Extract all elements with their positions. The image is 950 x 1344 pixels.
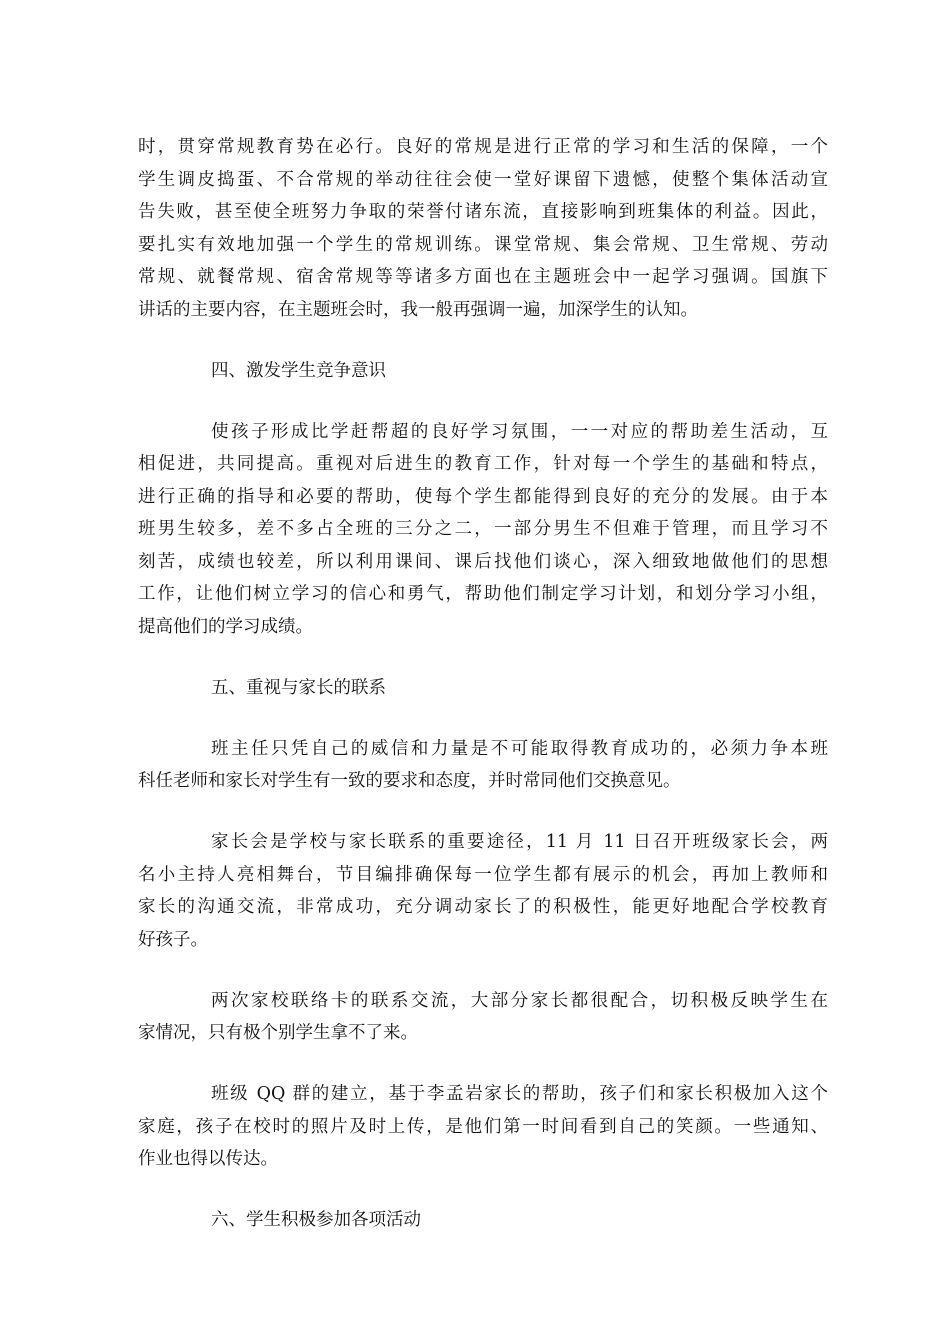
text-line: 名小主持人亮相舞台，节目编排确保每一位学生都有展示的机会，再加上教师和	[138, 864, 828, 885]
heading-text: 五、重视与家长的联系	[211, 677, 386, 698]
text-line: 学生调皮捣蛋、不合常规的举动往往会使一堂好课留下遗憾，使整个集体活动宣	[138, 169, 828, 190]
text-line: 班男生较多，差不多占全班的三分之二，一部分男生不但难于管理，而且学习不	[138, 519, 828, 539]
text-line: 进行正确的指导和必要的帮助，使每个学生都能得到良好的充分的发展。由于本	[138, 486, 828, 507]
text-line: 讲话的主要内容，在主题班会时，我一般再强调一遍，加深学生的认知。	[138, 299, 698, 320]
text-line: 家情况，只有极个别学生拿不了来。	[138, 1023, 418, 1043]
document-body	[138, 131, 828, 1237]
text-line: 科任老师和家长对学生有一致的要求和态度，并时常同他们交换意见。	[138, 771, 681, 791]
text-line: 工作，让他们树立学习的信心和勇气，帮助他们制定学习计划，和划分学习小组，	[138, 584, 828, 604]
text-line: 时，贯穿常规教育势在必行。良好的常规是进行正常的学习和生活的保障，一个	[138, 137, 828, 157]
text-line: 家长的沟通交流，非常成功，充分调动家长了的积极性，能更好地配合学校教育	[138, 897, 828, 917]
text-line: 班级 QQ 群的建立，基于李孟岩家长的帮助，孩子们和家长积极加入这个	[211, 1084, 828, 1104]
text-line: 相促进，共同提高。重视对后进生的教育工作，针对每一个学生的基础和特点，	[138, 454, 828, 474]
text-line: 作业也得以传达。	[138, 1149, 278, 1169]
text-line: 刻苦，成绩也较差，所以利用课间、课后找他们谈心，深入细致地做他们的思想	[138, 551, 828, 572]
section-heading-4	[138, 355, 828, 388]
text-line: 好孩子。	[138, 929, 208, 950]
text-line: 要扎实有效地加强一个学生的常规训练。课堂常规、集会常规、卫生常规、劳动	[138, 234, 828, 255]
text-line: 常规、就餐常规、宿舍常规等等诸多方面也在主题班会中一起学习强调。国旗下	[138, 267, 828, 287]
text-line: 家长会是学校与家长联系的重要途径，11 月 11 日召开班级家长会，两	[211, 832, 828, 852]
section-heading-5	[138, 672, 828, 705]
section-heading-6	[138, 1204, 828, 1237]
paragraph-parent-meeting	[138, 826, 828, 956]
text-line: 两次家校联络卡的联系交流，大部分家长都很配合，切积极反映学生在	[211, 990, 828, 1011]
paragraph-qq-group	[138, 1078, 828, 1176]
paragraph-contact-card	[138, 985, 828, 1050]
paragraph-routine-education	[138, 131, 828, 326]
text-line: 使孩子形成比学赶帮超的良好学习氛围，一一对应的帮助差生活动，互	[211, 421, 828, 442]
paragraph-teacher-parents	[138, 733, 828, 798]
paragraph-competition	[138, 416, 828, 644]
text-line: 班主任只凭自己的威信和力量是不可能取得教育成功的，必须力争本班	[211, 738, 828, 759]
text-line: 家庭，孩子在校时的照片及时上传，是他们第一时间看到自己的笑颜。一些通知、	[138, 1116, 828, 1137]
text-line: 提高他们的学习成绩。	[138, 616, 313, 637]
heading-text: 四、激发学生竞争意识	[211, 360, 386, 381]
text-line: 告失败，甚至使全班努力争取的荣誉付诸东流，直接影响到班集体的利益。因此，	[138, 202, 828, 222]
heading-text: 六、学生积极参加各项活动	[211, 1210, 421, 1230]
